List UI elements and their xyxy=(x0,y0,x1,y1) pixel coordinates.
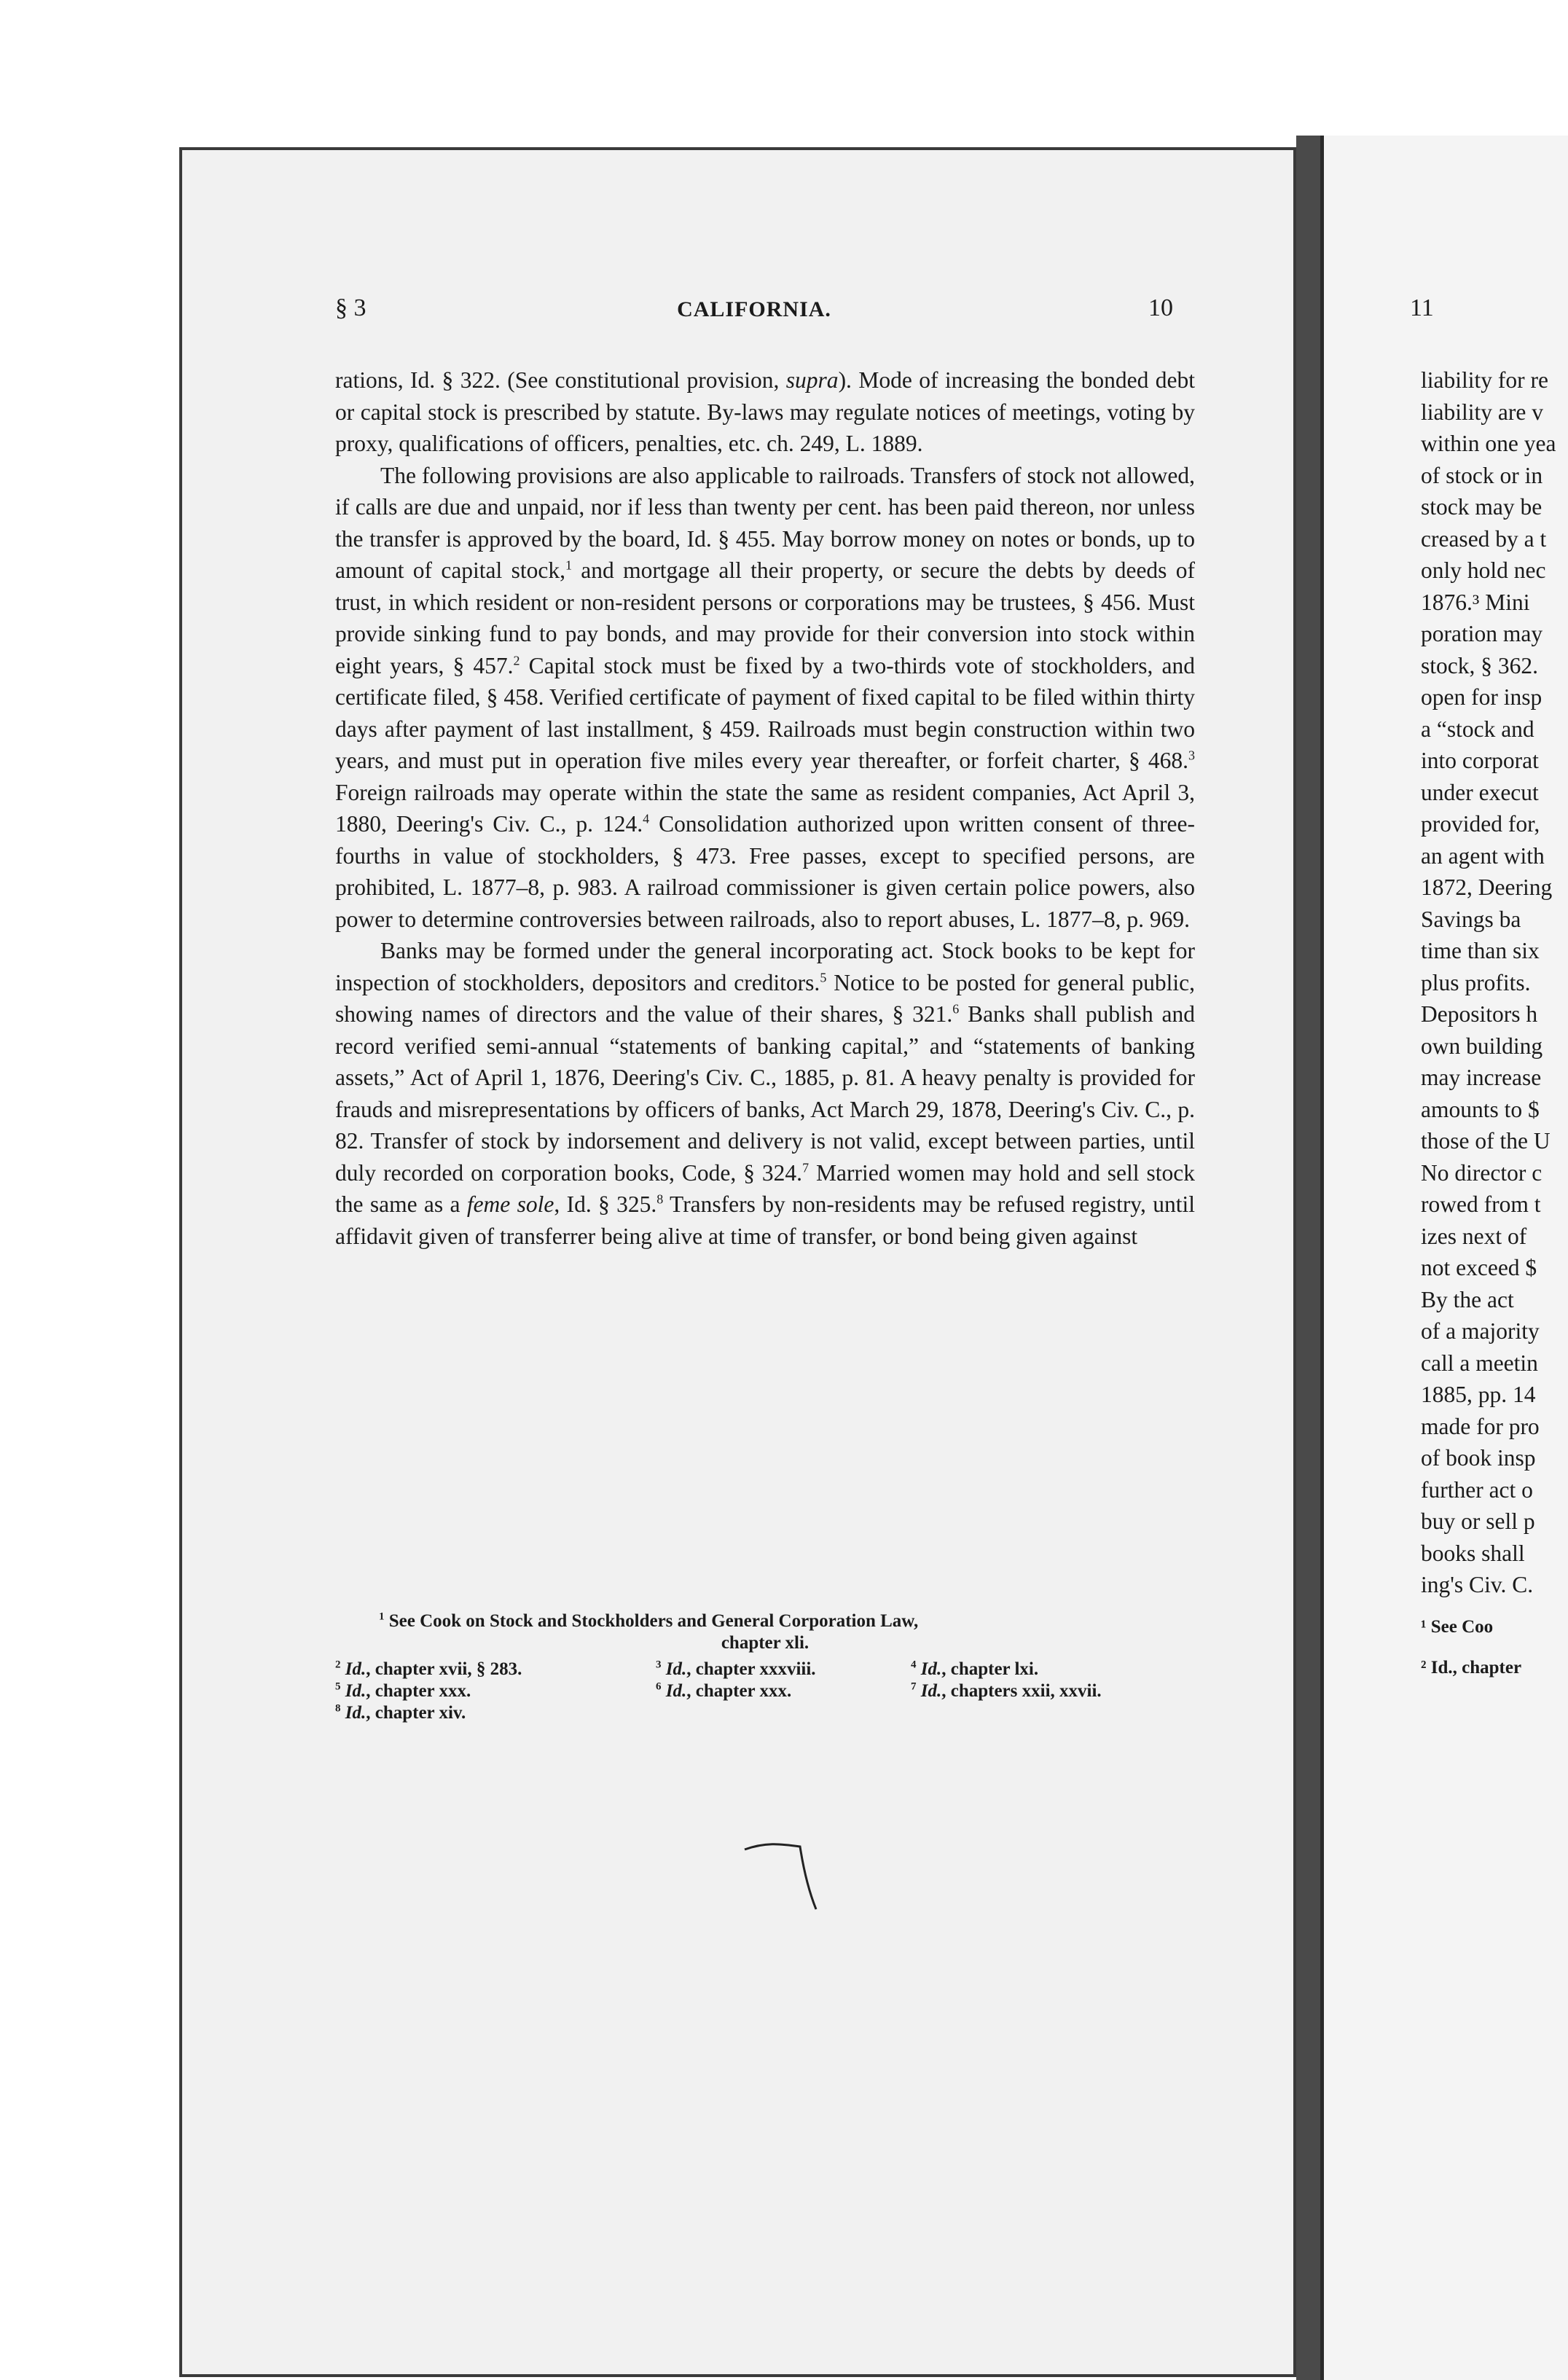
text-run: Consolidation authorized upon written consent of three-fourths in value of stockholders, § 473. Free passes, except to specified persons, are prohibited, L. 1877–8, p. 983. A railroad commissioner is given certain police powers, also power to determine controversies between railroads, also to report abuses, L. 1877–8, p. 969. xyxy=(335,811,1195,932)
text-run: Banks may be formed under the general incorporating act. Stock books to be kept for inspection of stockholders, depositors and creditors. xyxy=(335,938,1195,995)
page-number: 10 xyxy=(1148,294,1173,321)
right-page-line: own building xyxy=(1421,1033,1543,1059)
footnote-entry: $^8$ Id., chapter xiv. xyxy=(335,1702,466,1723)
right-page-line: buy or sell p xyxy=(1421,1508,1535,1534)
right-page-number: 11 xyxy=(1410,294,1434,321)
right-page-line: ing's Civ. C. xyxy=(1421,1572,1534,1597)
right-page-line: liability are v xyxy=(1421,399,1543,425)
footnote-ref: 7 xyxy=(802,1160,810,1175)
text-run: , Id. § 325. xyxy=(554,1191,657,1217)
right-page-line: 1872, Deering xyxy=(1421,874,1553,900)
footnote-entry xyxy=(656,1702,911,1724)
right-page-line: within one yea xyxy=(1421,431,1556,456)
right-page-footnotes xyxy=(1421,1607,1568,1688)
footnote-ref: 4 xyxy=(643,811,650,826)
right-page-line: may increase xyxy=(1421,1065,1542,1090)
footnote-1: $^1$ See Cook on Stock and Stockholders and General Corporation Law, xyxy=(379,1610,919,1631)
footnote-entry xyxy=(911,1702,1195,1724)
footnote-ref: 8 xyxy=(656,1191,664,1207)
right-page-line: Depositors h xyxy=(1421,1001,1538,1027)
right-page-line: under execut xyxy=(1421,779,1539,805)
right-page-line: plus profits. xyxy=(1421,969,1531,995)
footnote-entry: $^4$ Id., chapter lxi. xyxy=(911,1659,1039,1679)
page-header xyxy=(335,294,1173,338)
right-page-text xyxy=(1421,364,1568,1601)
body-text xyxy=(335,364,1195,1252)
footnote-entry: $^5$ Id., chapter xxx. xyxy=(335,1680,471,1701)
right-page-line: a “stock and xyxy=(1421,716,1534,742)
footnote-ref: 6 xyxy=(952,1001,960,1017)
paragraph xyxy=(335,935,1195,1252)
text-run: Transfers by non-residents may be refused registry, until affidavit given of transferrer being alive at time of transfer, or bond being given against xyxy=(335,1191,1195,1249)
right-page-line: open for insp xyxy=(1421,684,1542,710)
right-page-line: poration may xyxy=(1421,621,1543,646)
text-run: Married women may hold and sell stock the same as a xyxy=(335,1159,1196,1217)
right-page-line: those of the U xyxy=(1421,1128,1551,1154)
right-page-line: provided for, xyxy=(1421,811,1540,837)
right-page-line: only hold nec xyxy=(1421,557,1546,583)
footnote-entry: $^3$ Id., chapter xxxviii. xyxy=(656,1659,816,1679)
text-run: rations, Id. § 322. (See constitutional provision, xyxy=(335,367,786,393)
right-page-line: books shall xyxy=(1421,1540,1525,1566)
right-page-line: Savings ba xyxy=(1421,906,1521,932)
right-page-line: No director c xyxy=(1421,1159,1542,1186)
footnote-1-continued: chapter xli. xyxy=(721,1633,810,1653)
text-run: Banks shall publish and record verified semi-annual “statements of banking capital,” and “statements of banking assets,” Act of April 1, 1876, Deering's Civ. C., 1885, p. 81. A heavy penalty is provided for frauds and misrepresentations by officers of banks, Act March 29, 1878, Deering's Civ. C., p. 82. Transfer of stock by indorsement and delivery is not valid, except between parties, until duly recorded on corporation books, Code, § 324. xyxy=(335,1001,1195,1186)
text-run: The following provisions are also applicable to railroads. Transfers of stock not allowed, if calls are due and unpaid, nor if less than twenty per cent. has been paid thereon, nor unless the transfer is approved by the board, Id. § 455. May borrow money on notes or bonds, up to amount of capital stock, xyxy=(335,462,1195,583)
footnote-ref: 3 xyxy=(1188,748,1195,763)
footnote-entry: $^6$ Id., chapter xxx. xyxy=(656,1680,792,1701)
right-page-line: By the act xyxy=(1421,1286,1514,1312)
running-title: CALIFORNIA. xyxy=(677,297,831,321)
right-page-footnote-line: ¹ See Coo xyxy=(1421,1617,1494,1637)
section-mark: § 3 xyxy=(335,294,366,321)
footnote-ref: 1 xyxy=(565,557,572,573)
footnote-grid xyxy=(335,1659,1195,1724)
right-page-line: izes next of xyxy=(1421,1223,1527,1249)
right-page-line: of stock or in xyxy=(1421,462,1543,488)
right-page-line: liability for re xyxy=(1421,367,1548,393)
text-run: Notice to be posted for general public, showing names of directors and the value of their shares, § 321. xyxy=(335,969,1195,1027)
right-page-line: stock may be xyxy=(1421,494,1542,520)
pen-mark xyxy=(743,1836,831,1917)
text-run: Foreign railroads may operate within the state the same as resident companies, Act April 3, 1880, Deering's Civ. C., p. 124. xyxy=(335,779,1195,837)
paragraph xyxy=(335,460,1195,936)
italic-term: feme sole xyxy=(466,1191,554,1217)
right-page-line: of book insp xyxy=(1421,1445,1536,1471)
right-page-line: of a majority xyxy=(1421,1318,1540,1344)
right-page-line: not exceed $ xyxy=(1421,1255,1537,1280)
footnote-ref: 5 xyxy=(820,970,827,985)
text-run: and mortgage all their property, or secure the debts by deeds of trust, in which resident or non-resident persons or corporations may be trustees, § 456. Must provide sinking fund to pay bonds, and may provide for their conversion into stock within eight years, § 457. xyxy=(335,557,1195,678)
right-page-line: rowed from t xyxy=(1421,1191,1541,1217)
right-page-line: call a meetin xyxy=(1421,1350,1538,1376)
text-run: ). Mode of increasing the bonded debt or capital stock is prescribed by statute. By-laws may regulate notices of meetings, voting by proxy, qualifications of officers, penalties, etc. ch. 249, L. 1889. xyxy=(335,367,1195,456)
right-page-line: an agent with xyxy=(1421,842,1545,869)
footnote-entry: $^2$ Id., chapter xvii, § 283. xyxy=(335,1659,522,1679)
paragraph xyxy=(335,364,1195,460)
right-page-line: further act o xyxy=(1421,1476,1533,1503)
right-page-line: into corporat xyxy=(1421,748,1539,773)
text-run: Capital stock must be fixed by a two-thirds vote of stockholders, and certificate filed, § 458. Verified certificate of payment of fixed capital to be filed within thirty days after payment of last installment, § 459. Railroads must begin construction within two years, and must put in operation five miles every year thereafter, or forfeit charter, § 468. xyxy=(335,652,1195,773)
right-page-line: time than six xyxy=(1421,938,1540,963)
footnote-ref: 2 xyxy=(513,653,520,668)
footnotes xyxy=(335,1610,1195,1724)
footnote-entry: $^7$ Id., chapters xxii, xxvii. xyxy=(911,1680,1102,1701)
right-page-line: stock, § 362. xyxy=(1421,652,1538,678)
italic-term: supra xyxy=(785,367,839,393)
right-page-line: 1885, pp. 14 xyxy=(1421,1382,1536,1407)
right-page-line: amounts to $ xyxy=(1421,1096,1540,1122)
book-gutter xyxy=(1296,136,1320,2380)
right-page-line: made for pro xyxy=(1421,1413,1540,1439)
right-page-line: creased by a t xyxy=(1421,525,1547,552)
right-page-footnote-line: ² Id., chapter xyxy=(1421,1658,1522,1678)
right-page-line: 1876.³ Mini xyxy=(1421,589,1530,615)
